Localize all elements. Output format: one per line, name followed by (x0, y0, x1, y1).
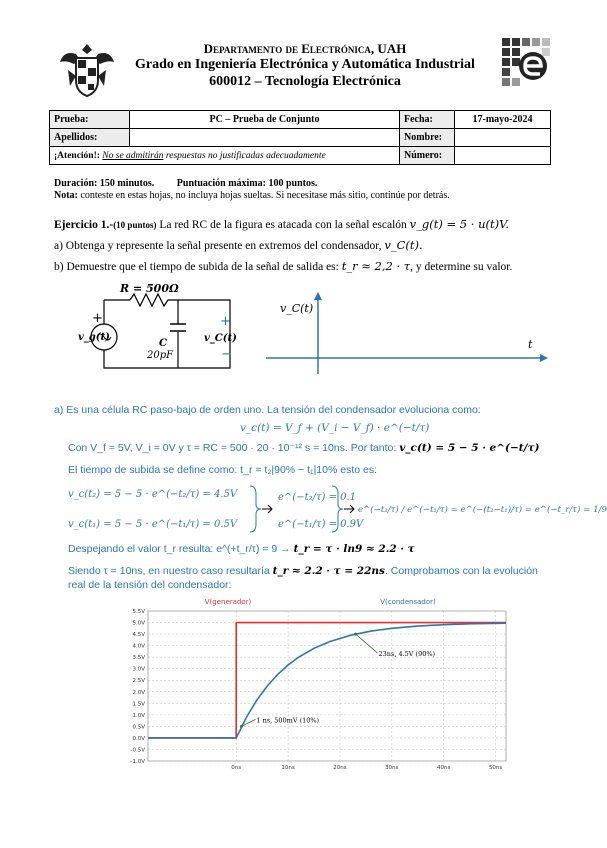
part-b-end: , y determine su valor. (410, 261, 513, 273)
nombre-field[interactable] (455, 129, 551, 147)
legend-entry: V(generador) (204, 598, 252, 606)
university-crest-logo (54, 40, 120, 102)
vc-label: v_C(t) (204, 333, 237, 344)
solution-line5-c: . Comprobamos con la evolución (384, 565, 538, 577)
y-tick-label: 3.5V (132, 655, 145, 662)
resistor-symbol (130, 294, 172, 306)
solution-line1: a) Es una célula RC paso-bajo de orden uno. La tensión del condensador evoluciona como: (54, 404, 481, 416)
solution-line5-a: Siendo τ = 10ns, en nuestro caso resultaría (68, 565, 273, 577)
vg-label: v_g(t) (78, 332, 110, 343)
y-tick-label: 1.0V (132, 712, 145, 719)
x-tick-label: 10ns (281, 765, 295, 771)
solution-eq-e2: e^(−t₂/τ) = 0.1 (278, 492, 357, 503)
duration-line (54, 178, 317, 190)
solution-line2 (68, 442, 540, 455)
y-tick-label: 1.5V (132, 701, 145, 708)
y-tick-label: -1.0V (130, 759, 145, 765)
solution-line5-b: t_r ≈ 2.2 · τ = 22ns (272, 565, 385, 577)
atencion-note (50, 147, 400, 165)
y-tick-label: 2.5V (132, 678, 145, 685)
part-b-text: b) Demuestre que el tiempo de subida de la señal de salida es: (54, 261, 342, 273)
apellidos-field[interactable] (130, 129, 400, 147)
fecha-value: 17-mayo-2024 (455, 111, 551, 129)
fecha-label: Fecha: (400, 111, 455, 129)
part-b (54, 259, 512, 274)
solution-eq-t2: v_c(t₂) = 5 − 5 · e^(−t₂/τ) = 4.5V (68, 489, 238, 500)
nota-text: conteste en estas hojas, no incluya hojas sueltas. Si necesitase más sitio, continúe por detrás. (77, 190, 450, 201)
apellidos-label: Apellidos: (50, 129, 130, 147)
c-label: C (159, 338, 167, 349)
sketch-y-label: v_C(t) (280, 302, 314, 315)
simulation-chart (118, 593, 518, 775)
c-value: 20pF (147, 350, 174, 361)
output-minus: − (221, 347, 232, 362)
exercise-signal: v_g(t) = 5 · u(t)V. (409, 217, 510, 231)
annotation-marker (354, 633, 357, 636)
puntuacion-text: Puntuación máxima: 100 puntos. (176, 178, 318, 189)
nota-line (54, 190, 450, 202)
exam-info-table (49, 110, 551, 165)
y-tick-label: 0.0V (132, 735, 145, 742)
x-tick-label: 0ns (231, 765, 242, 771)
solution-line5 (68, 565, 538, 578)
source-plus: + (92, 311, 103, 326)
numero-field[interactable] (455, 147, 551, 165)
y-tick-label: -0.5V (130, 747, 145, 754)
y-tick-label: 5.5V (132, 609, 145, 615)
solution-eq-t1: v_c(t₁) = 5 − 5 · e^(−t₁/τ) = 0.5V (68, 519, 238, 530)
y-tick-label: 4.5V (132, 632, 145, 639)
exercise-text: La red RC de la figura es atacada con la señal escalón (156, 219, 410, 231)
y-tick-label: 2.0V (132, 689, 145, 696)
duracion-text: Duración: 150 minutos. (54, 178, 155, 189)
part-a-text: a) Obtenga y represente la señal presente en extremos del condensador, (54, 240, 385, 252)
solution-eq1: v_c(t) = V_f + (V_i − V_f) · e^(−t/τ) (240, 422, 430, 434)
annotation-label: 23ns, 4.5V (90%) (378, 650, 436, 659)
nombre-label: Nombre: (400, 129, 455, 147)
course-title: 600012 – Tecnología Electrónica (209, 74, 401, 89)
exercise-statement (54, 217, 509, 232)
solution-line4 (68, 543, 415, 556)
annotation-marker (240, 725, 243, 728)
part-a (54, 238, 423, 253)
rc-circuit-diagram (78, 278, 252, 376)
solution-line2-b: v_c(t) = 5 − 5 · e^(−t/τ) (399, 442, 540, 454)
nota-label: Nota: (54, 190, 78, 201)
department-logo (500, 34, 558, 90)
atencion-prefix: ¡Atención!: (54, 150, 103, 161)
y-tick-label: 0.5V (132, 724, 145, 731)
exercise-points: (10 puntos) (113, 220, 157, 230)
part-a-var: v_C(t). (384, 238, 423, 252)
prueba-label: Prueba: (50, 111, 130, 129)
x-tick-label: 40ns (437, 765, 451, 771)
x-tick-label: 50ns (488, 765, 503, 771)
solution-line4-a: Despejando el valor t_r resulta: e^(+t_r/τ) = 9 → (68, 543, 294, 555)
y-tick-label: 4.0V (132, 643, 145, 650)
department-title: Departamento de Electrónica, UAH (203, 41, 407, 56)
solution-line3: El tiempo de subida se define como: t_r = t₂|90% − t₁|10% esto es: (68, 464, 377, 476)
legend-entry: V(condensador) (380, 598, 436, 606)
part-b-eq: t_r ≈ 2,2 · τ (341, 259, 411, 273)
exercise-title: Ejercicio 1.- (54, 219, 114, 231)
r-label: R = 500Ω (120, 282, 179, 295)
prueba-value: PC – Prueba de Conjunto (130, 111, 400, 129)
x-tick-label: 20ns (333, 765, 347, 771)
output-plus: + (220, 314, 231, 329)
degree-title: Grado en Ingeniería Electrónica y Automática Industrial (135, 57, 475, 72)
solution-line6: real de la tensión del condensador: (68, 579, 232, 591)
atencion-rest: respuestas no justificadas adecuadamente (163, 150, 326, 161)
numero-label: Número: (400, 147, 455, 165)
solution-line2-a: Con V_f = 5V, V_i = 0V y τ = RC = 500 · 20 · 10⁻¹² s = 10ns. Por tanto: (68, 442, 400, 454)
vc-axes-sketch (262, 290, 552, 376)
solution-eq-e1: e^(−t₁/τ) = 0.9V (278, 519, 364, 530)
solution-line4-b: t_r = τ · ln9 ≈ 2.2 · τ (293, 543, 415, 555)
annotation-label: 1 ns, 500mV (10%) (256, 716, 320, 725)
solution-eq-ratio: e^(−t₂/τ) / e^(−t₁/τ) = e^(−(t₂−t₁)/τ) = e^(−t_r/τ) = 1/9 (358, 505, 607, 515)
y-tick-label: 5.0V (132, 620, 145, 627)
atencion-underlined: No se admitirán (102, 150, 164, 161)
x-tick-label: 30ns (385, 765, 399, 771)
sketch-x-label: t (528, 338, 533, 351)
y-tick-label: 3.0V (132, 666, 145, 673)
